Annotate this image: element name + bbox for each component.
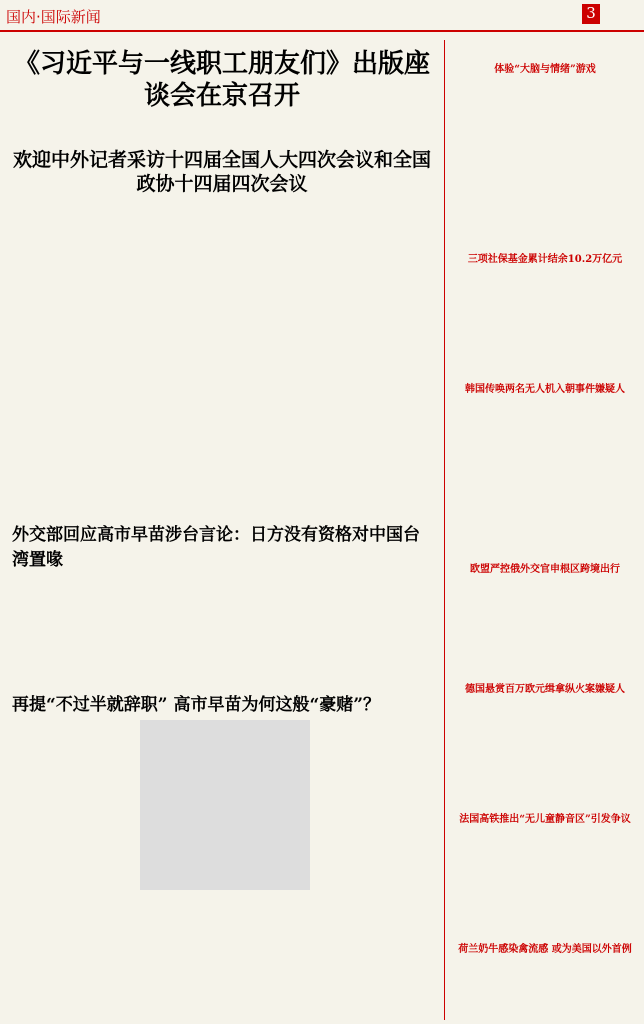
side-headline: 三项社保基金累计结余10.2万亿元	[467, 254, 623, 265]
photo	[140, 720, 310, 890]
headline-2: 欢迎中外记者采访十四届全国人大四次会议和全国政协十四届四次会议	[12, 149, 431, 195]
headline-3: 外交部回应高市早苗涉台言论：日方没有资格对中国台湾置喙	[12, 525, 420, 570]
side-headline: 德国悬赏百万欧元缉拿纵火案嫌疑人	[465, 684, 625, 695]
page-number: 3	[582, 4, 600, 24]
side-headline: 体验“大脑与情绪”游戏	[494, 64, 596, 75]
headline-4: 再提“不过半就辞职” 高市早苗为何这般“豪赌”？	[12, 695, 381, 715]
header	[0, 0, 644, 32]
side-headline: 荷兰奶牛感染禽流感 或为美国以外首例	[458, 944, 632, 955]
side-headline: 法国高铁推出“无儿童静音区”引发争议	[459, 814, 631, 825]
headline-1: 《习近平与一线职工朋友们》出版座谈会在京召开	[13, 49, 430, 111]
side-headline: 欧盟严控俄外交官申根区跨境出行	[470, 564, 620, 575]
side-headline: 韩国传唤两名无人机入朝事件嫌疑人	[465, 384, 625, 395]
sidebar	[444, 40, 639, 1020]
section-name: 国内·国际新闻	[6, 8, 101, 26]
